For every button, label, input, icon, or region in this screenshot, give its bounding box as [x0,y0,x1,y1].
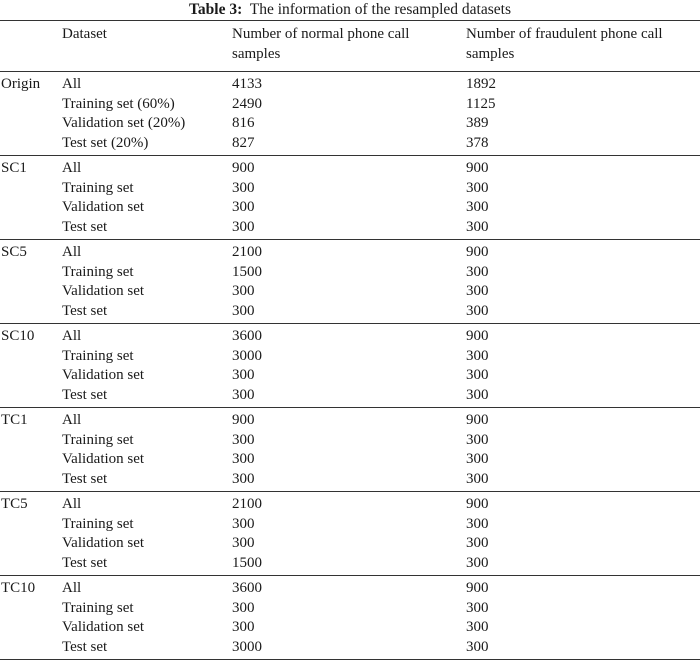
table-row [0,470,700,490]
caption-text: The information of the resampled datasets [249,1,511,18]
table-row [0,495,700,515]
table-row [0,431,700,451]
table-row [0,134,700,154]
table-row [0,515,700,535]
normal-count-cell: 3000 [232,347,262,364]
dataset-cell: All [62,328,82,344]
table-row [0,282,700,302]
dataset-cell: Test set [62,386,108,403]
normal-count-cell: 900 [232,412,255,428]
normal-count-cell: 3000 [232,638,262,655]
normal-count-cell: 300 [232,619,255,635]
table-row [0,579,700,599]
table-row [0,159,700,179]
table-row [0,638,700,658]
dataset-cell: Training set [62,263,134,280]
dataset-cell: Training set [62,599,134,616]
dataset-cell: Training set (60%) [62,95,175,112]
dataset-cell: Test set [62,302,108,319]
fraud-count-cell: 300 [466,515,489,532]
fraud-count-cell: 1125 [466,95,496,112]
fraud-count-cell: 900 [466,412,489,428]
table-row [0,327,700,347]
normal-count-cell: 900 [232,160,255,176]
group-name: SC1 [1,160,27,176]
table-row [0,243,700,263]
normal-count-cell: 827 [232,134,255,151]
table-group [0,240,700,323]
fraud-count-cell: 300 [466,451,489,467]
table-row [0,95,700,115]
caption-label: Table 3: [188,1,243,18]
normal-count-cell: 300 [232,283,255,299]
dataset-cell: Validation set (20%) [62,115,186,131]
normal-count-cell: 300 [232,451,255,467]
fraud-count-cell: 300 [466,619,489,635]
normal-count-cell: 816 [232,115,255,131]
normal-count-cell: 300 [232,218,255,235]
dataset-cell: Validation set [62,283,145,299]
fraud-count-cell: 300 [466,263,489,280]
fraud-count-cell: 300 [466,347,489,364]
table-row [0,554,700,574]
fraud-count-cell: 300 [466,638,489,655]
fraud-count-cell: 300 [466,367,489,383]
dataset-cell: Training set [62,431,134,448]
fraud-count-cell: 300 [466,470,489,487]
table-row [0,179,700,199]
dataset-cell: Test set [62,218,108,235]
fraud-count-cell: 900 [466,160,489,176]
fraud-count-cell: 300 [466,535,489,551]
normal-count-cell: 4133 [232,76,262,92]
fraud-count-cell: 378 [466,134,489,151]
dataset-cell: Validation set [62,535,145,551]
normal-count-cell: 300 [232,367,255,383]
fraud-count-cell: 900 [466,244,489,260]
table-row [0,618,700,638]
table-group [0,324,700,407]
table-row [0,302,700,322]
table-row [0,218,700,238]
normal-count-cell: 300 [232,515,255,532]
dataset-cell: Test set (20%) [62,134,149,151]
fraud-count-cell: 300 [466,218,489,235]
group-name: TC5 [1,496,28,512]
dataset-cell: All [62,496,82,512]
table-row [0,263,700,283]
table-row [0,114,700,134]
normal-count-cell: 1500 [232,554,262,571]
resampled-datasets-table [0,20,700,660]
dataset-cell: All [62,76,82,92]
fraud-count-cell: 900 [466,580,489,596]
group-name: SC5 [1,244,27,260]
table-group [0,72,700,155]
fraud-count-cell: 300 [466,302,489,319]
header-normal-count: Number of normal phone call samples [232,26,410,62]
table-row [0,411,700,431]
normal-count-cell: 300 [232,535,255,551]
fraud-count-cell: 300 [466,599,489,616]
normal-count-cell: 300 [232,470,255,487]
table-row [0,599,700,619]
normal-count-cell: 1500 [232,263,262,280]
fraud-count-cell: 900 [466,328,489,344]
table-group [0,156,700,239]
fraud-count-cell: 300 [466,283,489,299]
dataset-cell: Test set [62,638,108,655]
normal-count-cell: 2490 [232,95,262,112]
fraud-count-cell: 1892 [466,76,496,92]
fraud-count-cell: 300 [466,431,489,448]
dataset-cell: Validation set [62,619,145,635]
table-group [0,576,700,659]
normal-count-cell: 300 [232,431,255,448]
dataset-cell: All [62,412,82,428]
normal-count-cell: 3600 [232,328,262,344]
table-row [0,347,700,367]
fraud-count-cell: 300 [466,179,489,196]
header-fraud-count: Number of fraudulent phone call samples [466,26,663,62]
table-row [0,534,700,554]
normal-count-cell: 300 [232,199,255,215]
group-name: TC10 [1,580,36,596]
group-name: TC1 [1,412,28,428]
table-row [0,450,700,470]
fraud-count-cell: 900 [466,496,489,512]
dataset-cell: Training set [62,179,134,196]
table-group [0,492,700,575]
table-caption [0,0,700,20]
table-group [0,408,700,491]
normal-count-cell: 300 [232,386,255,403]
normal-count-cell: 2100 [232,244,262,260]
group-rule [0,659,700,660]
table-row [0,386,700,406]
dataset-cell: All [62,160,82,176]
fraud-count-cell: 389 [466,115,489,131]
dataset-cell: Validation set [62,199,145,215]
normal-count-cell: 3600 [232,580,262,596]
normal-count-cell: 300 [232,599,255,616]
fraud-count-cell: 300 [466,386,489,403]
header-dataset: Dataset [62,26,107,42]
dataset-cell: Test set [62,470,108,487]
dataset-cell: Test set [62,554,108,571]
normal-count-cell: 2100 [232,496,262,512]
dataset-cell: Training set [62,347,134,364]
header-row [0,21,700,71]
table-row [0,198,700,218]
fraud-count-cell: 300 [466,554,489,571]
table-body [0,72,700,660]
fraud-count-cell: 300 [466,199,489,215]
dataset-cell: All [62,244,82,260]
table-row [0,75,700,95]
normal-count-cell: 300 [232,179,255,196]
group-name: Origin [1,76,41,92]
dataset-cell: Validation set [62,451,145,467]
dataset-cell: Validation set [62,367,145,383]
dataset-cell: Training set [62,515,134,532]
dataset-cell: All [62,580,82,596]
group-name: SC10 [1,328,35,344]
table-row [0,366,700,386]
normal-count-cell: 300 [232,302,255,319]
